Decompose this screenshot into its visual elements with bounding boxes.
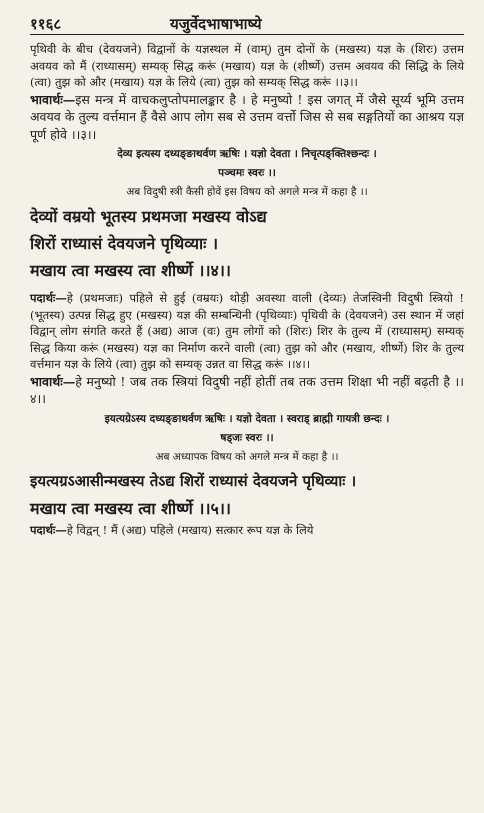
- bhavartha-label: भावार्थः—: [30, 373, 76, 389]
- padartha-label: पदार्थः—: [30, 522, 67, 537]
- mantra-line: मखाय त्वा मखस्य त्वा शीर्ष्णे ।।४।।: [30, 261, 231, 280]
- bhavartha-paragraph: [30, 91, 464, 144]
- bhavartha-text: हे मनुष्यो ! जब तक स्त्रियां विदुषी नहीं होतीं तब तक उत्तम शिक्षा भी नहीं बढ़ती है ।।४।।: [30, 373, 464, 406]
- padartha-continuation: पृथिवी के बीच (देवयजने) विद्वानों के यज्ञस्थल में (वाम्) तुम दोनों के (मखस्य) यज्ञ के (शिरः) उत्तम अवयव को मैं (राध्यासम्) सम्यक् सिद्ध करूं (मखाय) यज्ञ के (शीर्ष्णे) उत्तम अवयव की सिद्धि के लिये (त्वा) तुझ को और (मखाय) यज्ञ के लिये (त्वा) तुझ को सम्यक् सिद्ध करूं ।।३।।: [30, 42, 464, 89]
- mantra-intro: अब विदुषी स्त्री कैसी होवें इस विषय को अगले मन्त्र में कहा है ।।: [126, 186, 368, 198]
- bhavartha-text: इस मन्त्र में वाचकलुप्तोपमालङ्कार है । हे मनुष्यो ! इस जगत् में जैसे सूर्य्य भूमि उत्तम अवयव के तुल्य वर्त्तमान हैं वैसे आप लोग सब से उत्तम वर्त्तो जिस से सब सङ्गतियों का आश्रय यज्ञ पूर्ण होवे ।।३।।: [30, 91, 464, 142]
- mantra-line: इयत्यग्रऽआसीन्मखस्य तेऽद्य शिरों राध्यासं देवयजने पृथिव्याः ।: [30, 471, 357, 490]
- rishi-devata-line: देव्य इत्यस्य दध्यङ्ङाथर्वण ऋषिः । यज्ञो देवता । निचृत्पङ्क्तिश्छन्दः ।: [117, 148, 377, 160]
- running-title: यजुर्वेदभाषाभाष्ये: [170, 15, 262, 33]
- padartha-paragraph: [30, 290, 464, 373]
- padartha-label: पदार्थः—: [30, 291, 67, 305]
- padartha-paragraph: [30, 522, 464, 539]
- padartha-text: हे (प्रथमजाः) पहिले से हुई (वम्रयः) थोड़ी अवस्था वाली (देव्यः) तेजस्विनी विदुषी स्त्रियो ! (भूतस्य) उत्पन्न सिद्ध हुए (मखस्य) यज्ञ की सम्बन्धिनी (पृथिव्याः) पृथिवी के (देवयजने) उस स्थान में जहां विद्वान् लोग संगति करते हैं (अद्य) आज (वः) तुम लोगों को (शिरः) शिर के तुल्य में (राध्यासम्) सम्यक् सिद्ध किया करूं (मखस्य) यज्ञ का निर्माण करने वाली (त्वा) तुझ को और (मखाय, शीर्ष्णे) शिर के तुल्य वर्त्तमान यज्ञ के लिये (त्वा) तुझ को सम्यक् उन्नत वा सिद्ध करूं ।।४।।: [30, 291, 464, 371]
- mantra-intro: अब अध्यापक विषय को अगले मन्त्र में कहा है ।।: [155, 450, 339, 463]
- mantra-line: शिरों राध्यासं देवयजने पृथिव्याः ।: [30, 234, 219, 253]
- mantra-line: देव्यों वम्रयो भूतस्य प्रथमजा मखस्य वोऽद्य: [30, 207, 267, 226]
- padartha-text: हे विद्वन् ! मैं (अद्य) पहिले (मखाय) सत्कार रूप यज्ञ के लिये: [66, 522, 314, 537]
- page-header: [30, 8, 464, 35]
- page-number: ११६८: [30, 15, 62, 33]
- mantra-line: मखाय त्वा मखस्य त्वा शीर्ष्णे ।।५।।: [30, 498, 231, 518]
- svara-line: षड्जः स्वरः ।।: [220, 431, 274, 444]
- bhavartha-paragraph: [30, 373, 464, 408]
- bhavartha-label: भावार्थः—: [30, 91, 76, 107]
- rishi-devata-line: इयत्यग्रेऽस्य दध्यङ्ङाथर्वण ऋषिः । यज्ञो देवता । स्वराड् ब्राह्मी गायत्री छन्दः ।: [104, 412, 390, 425]
- svara-line: पञ्चमः स्वरः ।।: [218, 167, 276, 179]
